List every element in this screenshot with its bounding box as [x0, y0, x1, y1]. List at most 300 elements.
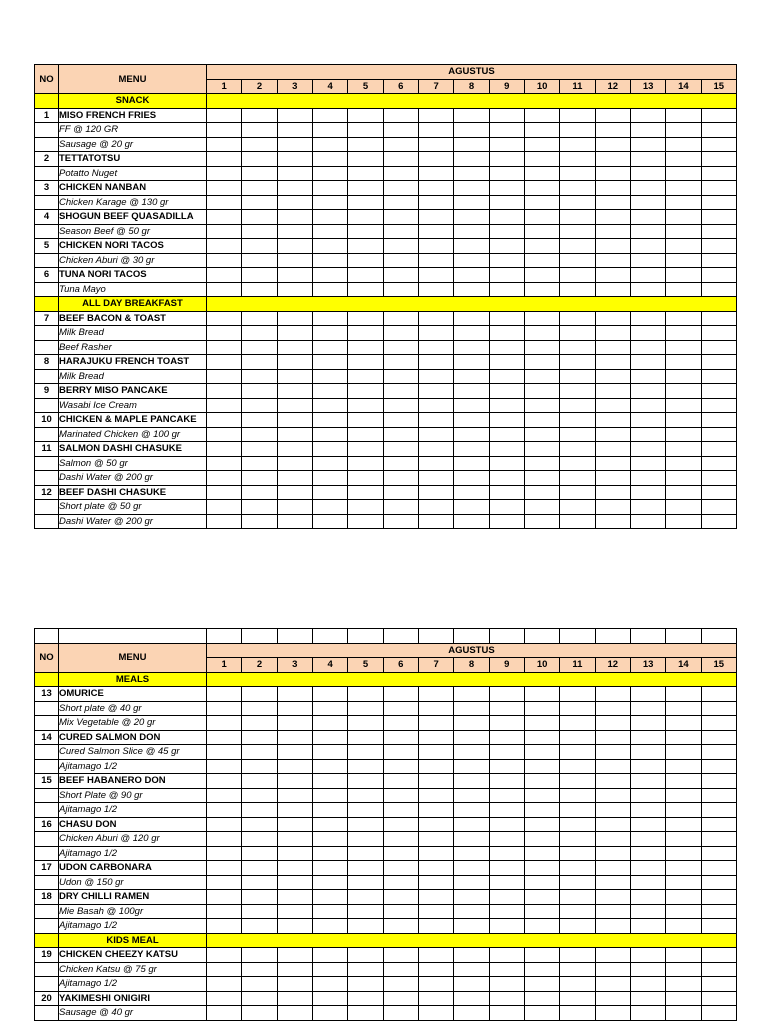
day-cell[interactable]	[383, 701, 418, 716]
day-cell[interactable]	[418, 730, 453, 745]
day-cell[interactable]	[418, 108, 453, 123]
day-cell[interactable]	[312, 832, 347, 847]
day-cell[interactable]	[418, 239, 453, 254]
day-cell[interactable]	[418, 803, 453, 818]
day-cell[interactable]	[454, 817, 489, 832]
day-cell[interactable]	[242, 788, 277, 803]
day-cell[interactable]	[701, 846, 736, 861]
day-cell[interactable]	[312, 442, 347, 457]
day-cell[interactable]	[630, 311, 665, 326]
day-cell[interactable]	[630, 745, 665, 760]
day-cell[interactable]	[560, 904, 595, 919]
day-cell[interactable]	[348, 137, 383, 152]
day-cell[interactable]	[524, 875, 559, 890]
day-cell[interactable]	[560, 1006, 595, 1021]
day-cell[interactable]	[630, 875, 665, 890]
day-cell[interactable]	[666, 962, 701, 977]
day-cell[interactable]	[242, 803, 277, 818]
day-cell[interactable]	[701, 166, 736, 181]
day-cell[interactable]	[207, 152, 242, 167]
day-cell[interactable]	[348, 716, 383, 731]
day-cell[interactable]	[454, 123, 489, 138]
day-cell[interactable]	[560, 890, 595, 905]
day-cell[interactable]	[560, 123, 595, 138]
day-cell[interactable]	[383, 398, 418, 413]
day-cell[interactable]	[277, 861, 312, 876]
day-cell[interactable]	[383, 340, 418, 355]
day-cell[interactable]	[207, 369, 242, 384]
day-cell[interactable]	[277, 427, 312, 442]
day-cell[interactable]	[242, 224, 277, 239]
day-cell[interactable]	[418, 687, 453, 702]
day-cell[interactable]	[312, 427, 347, 442]
day-cell[interactable]	[489, 137, 524, 152]
day-cell[interactable]	[666, 471, 701, 486]
day-cell[interactable]	[560, 413, 595, 428]
day-cell[interactable]	[454, 239, 489, 254]
day-cell[interactable]	[312, 326, 347, 341]
day-cell[interactable]	[348, 427, 383, 442]
day-cell[interactable]	[489, 166, 524, 181]
day-cell[interactable]	[489, 195, 524, 210]
day-cell[interactable]	[383, 108, 418, 123]
day-cell[interactable]	[560, 977, 595, 992]
day-cell[interactable]	[312, 340, 347, 355]
day-cell[interactable]	[666, 701, 701, 716]
day-cell[interactable]	[383, 253, 418, 268]
day-cell[interactable]	[630, 398, 665, 413]
day-cell[interactable]	[489, 268, 524, 283]
day-cell[interactable]	[312, 166, 347, 181]
day-cell[interactable]	[701, 311, 736, 326]
day-cell[interactable]	[312, 471, 347, 486]
day-cell[interactable]	[701, 788, 736, 803]
day-cell[interactable]	[666, 919, 701, 934]
day-cell[interactable]	[348, 369, 383, 384]
day-cell[interactable]	[277, 340, 312, 355]
blank-cell[interactable]	[348, 629, 383, 644]
day-cell[interactable]	[666, 716, 701, 731]
day-cell[interactable]	[454, 948, 489, 963]
blank-cell[interactable]	[312, 629, 347, 644]
day-cell[interactable]	[418, 427, 453, 442]
day-cell[interactable]	[418, 788, 453, 803]
day-cell[interactable]	[418, 977, 453, 992]
day-cell[interactable]	[701, 948, 736, 963]
day-cell[interactable]	[277, 745, 312, 760]
day-cell[interactable]	[418, 904, 453, 919]
day-cell[interactable]	[312, 919, 347, 934]
blank-cell[interactable]	[560, 629, 595, 644]
day-cell[interactable]	[348, 861, 383, 876]
day-cell[interactable]	[348, 745, 383, 760]
day-cell[interactable]	[348, 442, 383, 457]
day-cell[interactable]	[666, 239, 701, 254]
day-cell[interactable]	[207, 803, 242, 818]
day-cell[interactable]	[666, 991, 701, 1006]
day-cell[interactable]	[666, 398, 701, 413]
day-cell[interactable]	[207, 774, 242, 789]
day-cell[interactable]	[701, 326, 736, 341]
day-cell[interactable]	[489, 875, 524, 890]
day-cell[interactable]	[595, 427, 630, 442]
day-cell[interactable]	[418, 890, 453, 905]
day-cell[interactable]	[348, 166, 383, 181]
day-cell[interactable]	[701, 745, 736, 760]
day-cell[interactable]	[666, 456, 701, 471]
blank-cell[interactable]	[666, 629, 701, 644]
day-cell[interactable]	[242, 1006, 277, 1021]
day-cell[interactable]	[666, 687, 701, 702]
day-cell[interactable]	[489, 253, 524, 268]
day-cell[interactable]	[242, 181, 277, 196]
day-cell[interactable]	[418, 195, 453, 210]
day-cell[interactable]	[560, 962, 595, 977]
day-cell[interactable]	[666, 384, 701, 399]
day-cell[interactable]	[207, 137, 242, 152]
day-cell[interactable]	[489, 355, 524, 370]
blank-cell[interactable]	[242, 629, 277, 644]
day-cell[interactable]	[207, 832, 242, 847]
day-cell[interactable]	[418, 340, 453, 355]
day-cell[interactable]	[454, 398, 489, 413]
day-cell[interactable]	[312, 253, 347, 268]
day-cell[interactable]	[242, 253, 277, 268]
blank-cell[interactable]	[524, 629, 559, 644]
day-cell[interactable]	[524, 413, 559, 428]
day-cell[interactable]	[207, 123, 242, 138]
day-cell[interactable]	[524, 369, 559, 384]
day-cell[interactable]	[524, 268, 559, 283]
day-cell[interactable]	[489, 413, 524, 428]
day-cell[interactable]	[383, 239, 418, 254]
day-cell[interactable]	[348, 268, 383, 283]
day-cell[interactable]	[524, 282, 559, 297]
day-cell[interactable]	[630, 239, 665, 254]
blank-cell[interactable]	[489, 629, 524, 644]
day-cell[interactable]	[312, 369, 347, 384]
day-cell[interactable]	[630, 442, 665, 457]
day-cell[interactable]	[383, 427, 418, 442]
day-cell[interactable]	[312, 948, 347, 963]
day-cell[interactable]	[666, 1006, 701, 1021]
day-cell[interactable]	[454, 991, 489, 1006]
day-cell[interactable]	[701, 803, 736, 818]
day-cell[interactable]	[666, 745, 701, 760]
day-cell[interactable]	[277, 904, 312, 919]
day-cell[interactable]	[560, 427, 595, 442]
day-cell[interactable]	[595, 817, 630, 832]
day-cell[interactable]	[701, 977, 736, 992]
day-cell[interactable]	[312, 311, 347, 326]
day-cell[interactable]	[701, 687, 736, 702]
day-cell[interactable]	[595, 152, 630, 167]
day-cell[interactable]	[348, 340, 383, 355]
day-cell[interactable]	[207, 413, 242, 428]
day-cell[interactable]	[418, 846, 453, 861]
day-cell[interactable]	[524, 384, 559, 399]
day-cell[interactable]	[595, 745, 630, 760]
day-cell[interactable]	[524, 253, 559, 268]
day-cell[interactable]	[666, 369, 701, 384]
day-cell[interactable]	[312, 239, 347, 254]
day-cell[interactable]	[312, 500, 347, 515]
day-cell[interactable]	[630, 355, 665, 370]
day-cell[interactable]	[595, 991, 630, 1006]
day-cell[interactable]	[524, 456, 559, 471]
day-cell[interactable]	[454, 759, 489, 774]
day-cell[interactable]	[560, 369, 595, 384]
day-cell[interactable]	[207, 195, 242, 210]
day-cell[interactable]	[418, 123, 453, 138]
day-cell[interactable]	[242, 962, 277, 977]
day-cell[interactable]	[560, 282, 595, 297]
day-cell[interactable]	[277, 108, 312, 123]
day-cell[interactable]	[666, 166, 701, 181]
day-cell[interactable]	[701, 716, 736, 731]
day-cell[interactable]	[489, 239, 524, 254]
day-cell[interactable]	[242, 687, 277, 702]
day-cell[interactable]	[277, 442, 312, 457]
day-cell[interactable]	[666, 282, 701, 297]
day-cell[interactable]	[348, 991, 383, 1006]
day-cell[interactable]	[489, 282, 524, 297]
day-cell[interactable]	[701, 774, 736, 789]
day-cell[interactable]	[524, 500, 559, 515]
day-cell[interactable]	[454, 846, 489, 861]
day-cell[interactable]	[348, 701, 383, 716]
day-cell[interactable]	[348, 875, 383, 890]
day-cell[interactable]	[207, 311, 242, 326]
blank-cell[interactable]	[383, 629, 418, 644]
day-cell[interactable]	[418, 413, 453, 428]
day-cell[interactable]	[666, 413, 701, 428]
day-cell[interactable]	[207, 340, 242, 355]
day-cell[interactable]	[630, 123, 665, 138]
day-cell[interactable]	[207, 166, 242, 181]
day-cell[interactable]	[666, 832, 701, 847]
day-cell[interactable]	[207, 355, 242, 370]
day-cell[interactable]	[277, 369, 312, 384]
day-cell[interactable]	[348, 919, 383, 934]
day-cell[interactable]	[666, 803, 701, 818]
day-cell[interactable]	[524, 803, 559, 818]
day-cell[interactable]	[701, 471, 736, 486]
day-cell[interactable]	[560, 687, 595, 702]
day-cell[interactable]	[383, 919, 418, 934]
day-cell[interactable]	[489, 123, 524, 138]
day-cell[interactable]	[524, 919, 559, 934]
day-cell[interactable]	[348, 904, 383, 919]
day-cell[interactable]	[207, 210, 242, 225]
day-cell[interactable]	[560, 210, 595, 225]
day-cell[interactable]	[207, 977, 242, 992]
day-cell[interactable]	[630, 977, 665, 992]
day-cell[interactable]	[701, 384, 736, 399]
day-cell[interactable]	[489, 716, 524, 731]
day-cell[interactable]	[524, 759, 559, 774]
day-cell[interactable]	[454, 687, 489, 702]
day-cell[interactable]	[524, 442, 559, 457]
day-cell[interactable]	[701, 108, 736, 123]
day-cell[interactable]	[312, 875, 347, 890]
day-cell[interactable]	[312, 398, 347, 413]
day-cell[interactable]	[666, 137, 701, 152]
day-cell[interactable]	[383, 817, 418, 832]
day-cell[interactable]	[418, 962, 453, 977]
day-cell[interactable]	[454, 166, 489, 181]
day-cell[interactable]	[630, 890, 665, 905]
day-cell[interactable]	[666, 788, 701, 803]
day-cell[interactable]	[383, 514, 418, 529]
day-cell[interactable]	[454, 788, 489, 803]
day-cell[interactable]	[454, 369, 489, 384]
day-cell[interactable]	[489, 861, 524, 876]
day-cell[interactable]	[630, 861, 665, 876]
day-cell[interactable]	[312, 210, 347, 225]
day-cell[interactable]	[418, 268, 453, 283]
day-cell[interactable]	[418, 442, 453, 457]
day-cell[interactable]	[524, 904, 559, 919]
day-cell[interactable]	[383, 137, 418, 152]
day-cell[interactable]	[524, 730, 559, 745]
day-cell[interactable]	[524, 210, 559, 225]
day-cell[interactable]	[489, 788, 524, 803]
day-cell[interactable]	[454, 224, 489, 239]
day-cell[interactable]	[242, 471, 277, 486]
day-cell[interactable]	[666, 846, 701, 861]
day-cell[interactable]	[630, 832, 665, 847]
day-cell[interactable]	[312, 123, 347, 138]
day-cell[interactable]	[630, 500, 665, 515]
day-cell[interactable]	[277, 471, 312, 486]
day-cell[interactable]	[489, 369, 524, 384]
day-cell[interactable]	[418, 485, 453, 500]
day-cell[interactable]	[560, 803, 595, 818]
day-cell[interactable]	[348, 224, 383, 239]
day-cell[interactable]	[312, 456, 347, 471]
day-cell[interactable]	[383, 282, 418, 297]
day-cell[interactable]	[595, 239, 630, 254]
day-cell[interactable]	[383, 210, 418, 225]
day-cell[interactable]	[277, 239, 312, 254]
day-cell[interactable]	[489, 687, 524, 702]
day-cell[interactable]	[418, 181, 453, 196]
day-cell[interactable]	[630, 1006, 665, 1021]
day-cell[interactable]	[701, 282, 736, 297]
day-cell[interactable]	[630, 427, 665, 442]
day-cell[interactable]	[418, 832, 453, 847]
day-cell[interactable]	[560, 991, 595, 1006]
day-cell[interactable]	[595, 687, 630, 702]
day-cell[interactable]	[630, 514, 665, 529]
day-cell[interactable]	[524, 181, 559, 196]
day-cell[interactable]	[277, 716, 312, 731]
day-cell[interactable]	[277, 991, 312, 1006]
day-cell[interactable]	[418, 875, 453, 890]
day-cell[interactable]	[489, 745, 524, 760]
day-cell[interactable]	[277, 701, 312, 716]
day-cell[interactable]	[312, 282, 347, 297]
day-cell[interactable]	[454, 861, 489, 876]
day-cell[interactable]	[348, 687, 383, 702]
day-cell[interactable]	[242, 413, 277, 428]
day-cell[interactable]	[560, 311, 595, 326]
day-cell[interactable]	[701, 427, 736, 442]
day-cell[interactable]	[454, 195, 489, 210]
day-cell[interactable]	[560, 398, 595, 413]
day-cell[interactable]	[630, 152, 665, 167]
day-cell[interactable]	[207, 861, 242, 876]
day-cell[interactable]	[454, 253, 489, 268]
day-cell[interactable]	[595, 803, 630, 818]
day-cell[interactable]	[560, 239, 595, 254]
day-cell[interactable]	[348, 759, 383, 774]
day-cell[interactable]	[383, 224, 418, 239]
day-cell[interactable]	[666, 861, 701, 876]
day-cell[interactable]	[595, 282, 630, 297]
day-cell[interactable]	[560, 195, 595, 210]
day-cell[interactable]	[242, 774, 277, 789]
day-cell[interactable]	[630, 817, 665, 832]
day-cell[interactable]	[595, 369, 630, 384]
day-cell[interactable]	[701, 817, 736, 832]
day-cell[interactable]	[348, 471, 383, 486]
day-cell[interactable]	[277, 326, 312, 341]
day-cell[interactable]	[242, 398, 277, 413]
day-cell[interactable]	[418, 253, 453, 268]
day-cell[interactable]	[560, 861, 595, 876]
day-cell[interactable]	[383, 355, 418, 370]
day-cell[interactable]	[595, 890, 630, 905]
day-cell[interactable]	[524, 1006, 559, 1021]
day-cell[interactable]	[489, 919, 524, 934]
day-cell[interactable]	[595, 759, 630, 774]
day-cell[interactable]	[277, 687, 312, 702]
day-cell[interactable]	[489, 108, 524, 123]
day-cell[interactable]	[666, 904, 701, 919]
day-cell[interactable]	[630, 268, 665, 283]
day-cell[interactable]	[383, 948, 418, 963]
day-cell[interactable]	[207, 919, 242, 934]
day-cell[interactable]	[207, 471, 242, 486]
day-cell[interactable]	[524, 716, 559, 731]
day-cell[interactable]	[207, 875, 242, 890]
day-cell[interactable]	[630, 962, 665, 977]
day-cell[interactable]	[207, 687, 242, 702]
day-cell[interactable]	[560, 355, 595, 370]
day-cell[interactable]	[277, 774, 312, 789]
day-cell[interactable]	[312, 413, 347, 428]
day-cell[interactable]	[560, 108, 595, 123]
day-cell[interactable]	[666, 948, 701, 963]
day-cell[interactable]	[418, 817, 453, 832]
day-cell[interactable]	[524, 326, 559, 341]
day-cell[interactable]	[524, 788, 559, 803]
day-cell[interactable]	[242, 701, 277, 716]
day-cell[interactable]	[454, 904, 489, 919]
day-cell[interactable]	[207, 904, 242, 919]
day-cell[interactable]	[242, 195, 277, 210]
day-cell[interactable]	[560, 846, 595, 861]
day-cell[interactable]	[701, 1006, 736, 1021]
day-cell[interactable]	[242, 485, 277, 500]
day-cell[interactable]	[383, 1006, 418, 1021]
day-cell[interactable]	[207, 181, 242, 196]
day-cell[interactable]	[383, 195, 418, 210]
day-cell[interactable]	[560, 759, 595, 774]
day-cell[interactable]	[383, 311, 418, 326]
